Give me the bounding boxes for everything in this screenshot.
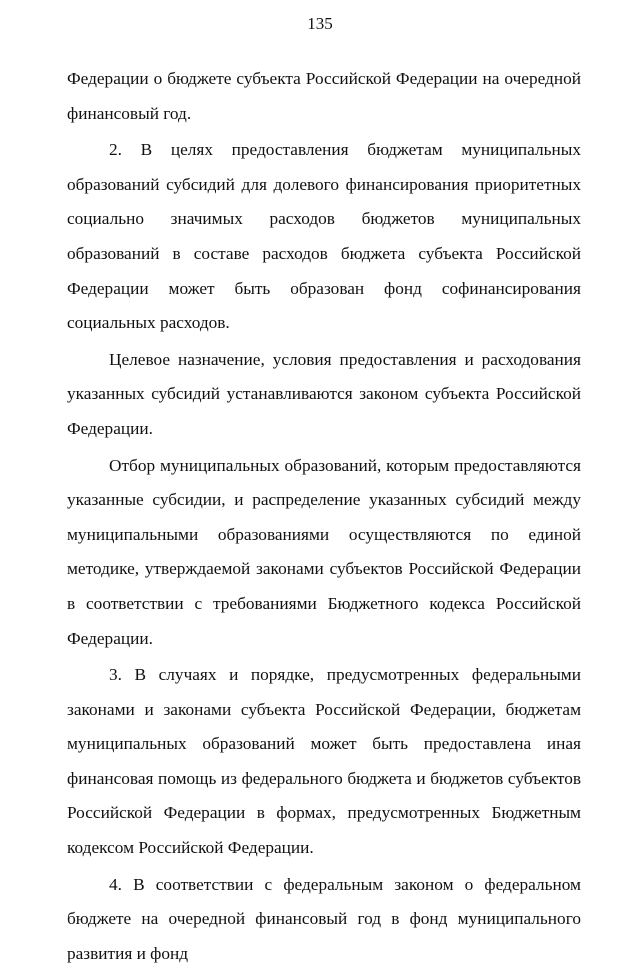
paragraph-item-2: 2. В целях предоставления бюджетам муниципальных образований субсидий для долевого финансирования приоритетных социально значимых расходов бюджетов муниципальных образований в составе расходов бюджета субъекта Российской Федерации может быть образован фонд софинансирования социальных расходов. [67, 140, 581, 333]
page-number: 135 [307, 14, 333, 33]
paragraph-selection: Отбор муниципальных образований, которым предоставляются указанные субсидии, и распределение указанных субсидий между муниципальными образованиями осуществляются по единой методике, утверждаемой законами субъектов Российской Федерации в соответствии с требованиями Бюджетного кодекса Российской Федерации. [67, 455, 581, 648]
paragraph-continuation: Федерации о бюджете субъекта Российской Федерации на очередной финансовый год. [67, 69, 581, 123]
paragraph-item-4: 4. В соответствии с федеральным законом о федеральном бюджете на очередной финансовый год в фонд муниципального развития и фонд [67, 874, 581, 963]
paragraph-item-3: 3. В случаях и порядке, предусмотренных федеральными законами и законами субъекта Российской Федерации, бюджетам муниципальных образований может быть предоставлена иная финансовая помощь из федерального бюджета и бюджетов субъектов Российской Федерации в формах, предусмотренных Бюджетным кодексом Российской Федерации. [67, 665, 581, 858]
document-body [67, 62, 581, 971]
paragraph-purpose: Целевое назначение, условия предоставления и расходования указанных субсидий устанавливаются законом субъекта Российской Федерации. [67, 349, 581, 438]
